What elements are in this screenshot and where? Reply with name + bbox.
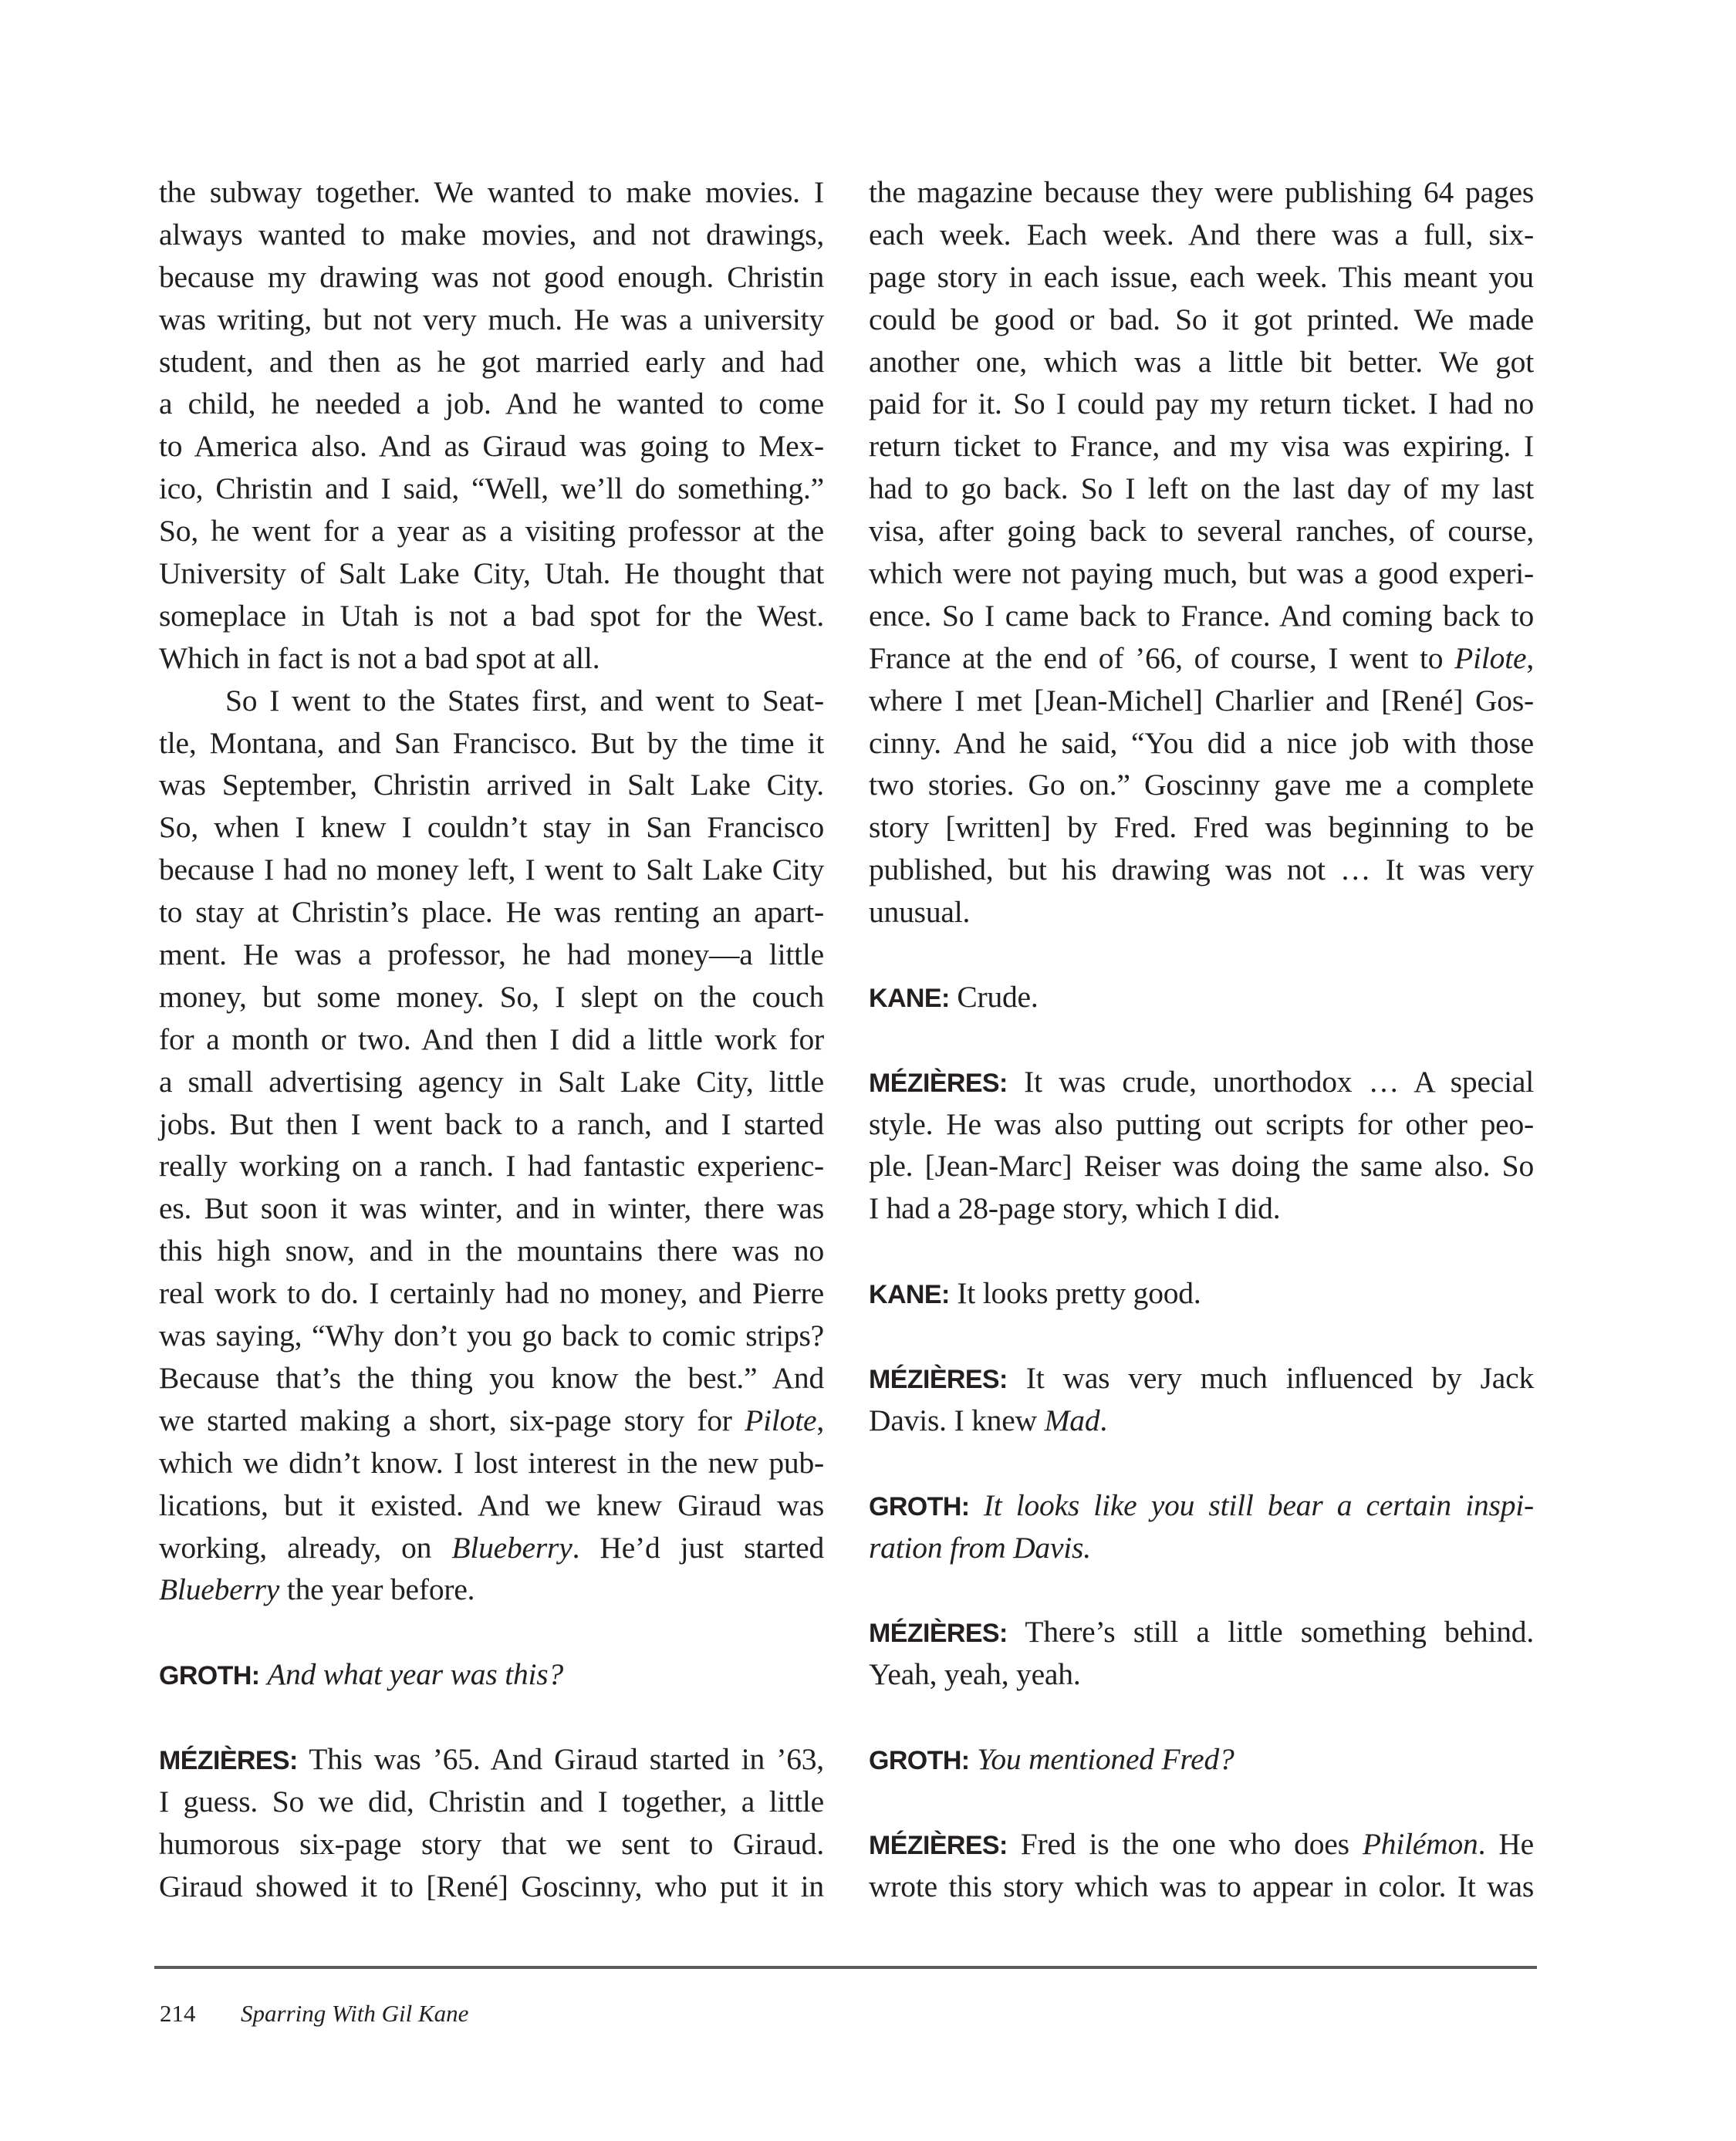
text-line: a child, he needed a job. And he wanted to come [159, 387, 824, 421]
text-line [869, 1400, 1534, 1442]
text-line: return ticket to France, and my visa was expiring. I [869, 429, 1534, 464]
text-line: always wanted to make movies, and not drawings, [159, 217, 824, 252]
dialogue-text: Crude. [957, 979, 1039, 1014]
text-run: . He [1478, 1826, 1534, 1861]
text-line: unusual. [869, 895, 971, 930]
text-line: wrote this story which was to appear in color. It was [869, 1869, 1534, 1903]
mezieres-line [869, 1823, 1534, 1866]
magazine-title: Pilote [745, 1403, 817, 1437]
speaker-label: GROTH: [159, 1661, 260, 1691]
text-line: I had a 28-page story, which I did. [869, 1191, 1281, 1226]
text-line: each week. Each week. And there was a full, six- [869, 217, 1534, 252]
text-line: another one, which was a little bit better. We got [869, 344, 1534, 379]
text-run: the year before. [279, 1572, 475, 1607]
text-line: because my drawing was not good enough. Christin [159, 259, 824, 294]
kane-line [869, 976, 1534, 1018]
text-line: to America also. And as Giraud was going to Mex- [159, 429, 824, 464]
text-line: Which in fact is not a bad spot at all. [159, 640, 600, 675]
text-line: Giraud showed it to [René] Goscinny, who put it in [159, 1869, 824, 1903]
text-line: really working on a ranch. I had fantastic experienc- [159, 1149, 824, 1184]
speaker-label: MÉZIÈRES: [159, 1745, 298, 1775]
magazine-title: Mad [1044, 1403, 1100, 1437]
groth-line [869, 1484, 1534, 1527]
text-line: So, he went for a year as a visiting professor at the [159, 514, 824, 549]
speaker-label: KANE: [869, 983, 950, 1013]
mezieres-line [869, 1611, 1534, 1653]
text-line: es. But soon it was winter, and in winter, there was [159, 1191, 824, 1226]
text-line: this high snow, and in the mountains there was no [159, 1234, 824, 1268]
answer-text: This was ’65. And Giraud started in ’63, [309, 1741, 824, 1776]
text-line: University of Salt Lake City, Utah. He thought that [159, 556, 824, 591]
paragraph-gap [869, 1315, 1534, 1357]
speaker-label: MÉZIÈRES: [869, 1364, 1008, 1394]
text-line: jobs. But then I went back to a ranch, and I started [159, 1106, 824, 1141]
text-line: ence. So I came back to France. And coming back to [869, 598, 1534, 633]
text-line: ration from Davis. [869, 1530, 1091, 1565]
text-line: where I met [Jean-Michel] Charlier and [René] Gos- [869, 683, 1534, 718]
text-run: working, already, on [159, 1530, 452, 1565]
text-line: So I went to the States first, and went to Seat- [225, 683, 824, 718]
text-line [159, 1527, 824, 1569]
page-number: 214 [160, 2000, 196, 2027]
comic-title: Philémon [1362, 1826, 1478, 1861]
text-line: to stay at Christin’s place. He was renting an apart- [159, 895, 824, 930]
text-line: ment. He was a professor, he had money—a little [159, 937, 824, 972]
dialogue-text: Fred is the one who does [1020, 1826, 1363, 1861]
page-footer [160, 1998, 469, 2029]
question-text: It looks like you still bear a certain inspi- [983, 1488, 1534, 1522]
text-run: , [1526, 640, 1534, 675]
text-line: story [written] by Fred. Fred was beginning to be [869, 810, 1534, 845]
text-line: money, but some money. So, I slept on the couch [159, 979, 824, 1014]
text-line [869, 637, 1534, 680]
text-line: Because that’s the thing you know the best.” And [159, 1360, 824, 1395]
magazine-title: Pilote [1454, 640, 1527, 675]
paragraph-gap [869, 1781, 1534, 1823]
text-line: a small advertising agency in Salt Lake City, little [159, 1064, 824, 1099]
text-line: page story in each issue, each week. This meant you [869, 259, 1534, 294]
text-line: style. He was also putting out scripts for other peo- [869, 1106, 1534, 1141]
paragraph-gap [869, 1230, 1534, 1272]
text-line: cinny. And he said, “You did a nice job with those [869, 725, 1534, 760]
question-text: And what year was this? [267, 1657, 564, 1692]
text-line: paid for it. So I could pay my return ticket. I had no [869, 387, 1534, 421]
running-title: Sparring With Gil Kane [241, 2000, 469, 2027]
text-line: could be good or bad. So it got printed. We made [869, 302, 1534, 336]
series-title: Blueberry [451, 1530, 572, 1565]
footer-rule [154, 1966, 1537, 1969]
speaker-label: MÉZIÈRES: [869, 1068, 1008, 1098]
dialogue-text: It was crude, unorthodox … A special [1024, 1064, 1534, 1099]
speaker-label: MÉZIÈRES: [869, 1830, 1008, 1860]
text-line: was saying, “Why don’t you go back to comic strips? [159, 1319, 824, 1353]
paragraph-gap [869, 934, 1534, 976]
text-line: someplace in Utah is not a bad spot for the West. [159, 598, 824, 633]
text-run: . He’d just started [572, 1530, 824, 1565]
text-run: . [1099, 1403, 1108, 1437]
right-column [869, 171, 1534, 1908]
text-line: two stories. Go on.” Goscinny gave me a complete [869, 768, 1534, 802]
text-line: had to go back. So I left on the last day of my last [869, 471, 1534, 506]
text-line: visa, after going back to several ranches, of course, [869, 514, 1534, 549]
question-text: You mentioned Fred? [977, 1741, 1234, 1776]
text-line: was September, Christin arrived in Salt Lake City. [159, 768, 824, 802]
text-line: tle, Montana, and San Francisco. But by the time it [159, 725, 824, 760]
paragraph-gap [869, 1442, 1534, 1484]
mezieres-line [869, 1357, 1534, 1400]
text-line: was writing, but not very much. He was a university [159, 302, 824, 336]
text-run: France at the end of ’66, of course, I went to [869, 640, 1455, 675]
text-line: for a month or two. And then I did a little work for [159, 1022, 824, 1056]
groth-line [869, 1738, 1534, 1781]
mezieres-line [869, 1061, 1534, 1103]
text-line: real work to do. I certainly had no money, and Pierre [159, 1276, 824, 1311]
text-line [159, 1569, 824, 1611]
text-line: I guess. So we did, Christin and I together, a little [159, 1784, 824, 1818]
left-column [159, 171, 824, 1908]
text-run: we started making a short, six-page story for [159, 1403, 745, 1437]
text-line: Yeah, yeah, yeah. [869, 1657, 1081, 1692]
dialogue-text: There’s still a little something behind. [1025, 1615, 1534, 1650]
text-line: which were not paying much, but was a good experi- [869, 556, 1534, 591]
text-line: humorous six-page story that we sent to Giraud. [159, 1826, 824, 1861]
paragraph-gap [159, 1696, 824, 1738]
text-line [159, 1400, 824, 1442]
text-line: which we didn’t know. I lost interest in the new pub- [159, 1445, 824, 1480]
speaker-label: GROTH: [869, 1745, 970, 1775]
paragraph-gap [869, 1696, 1534, 1738]
text-line: student, and then as he got married early and had [159, 344, 824, 379]
series-title: Blueberry [159, 1572, 280, 1607]
dialogue-text: It was very much influenced by Jack [1025, 1360, 1534, 1395]
text-line: the magazine because they were publishing 64 pages [869, 175, 1534, 209]
speaker-label: KANE: [869, 1280, 950, 1310]
text-line: the subway together. We wanted to make movies. I [159, 175, 824, 209]
groth-question [159, 1653, 824, 1696]
text-run: Davis. I knew [869, 1403, 1045, 1437]
text-line: published, but his drawing was not … It was very [869, 853, 1534, 887]
speaker-label: GROTH: [869, 1491, 970, 1521]
dialogue-text: It looks pretty good. [957, 1276, 1201, 1311]
paragraph-gap [869, 1569, 1534, 1611]
kane-line [869, 1272, 1534, 1315]
paragraph-gap [869, 1018, 1534, 1061]
paragraph-gap [159, 1611, 824, 1653]
text-line: ico, Christin and I said, “Well, we’ll do something.” [159, 471, 824, 506]
text-line: lications, but it existed. And we knew Giraud was [159, 1488, 824, 1522]
text-line: ple. [Jean-Marc] Reiser was doing the same also. So [869, 1149, 1534, 1184]
speaker-label: MÉZIÈRES: [869, 1619, 1008, 1649]
text-line: because I had no money left, I went to Salt Lake City [159, 853, 824, 887]
text-line: So, when I knew I couldn’t stay in San Francisco [159, 810, 824, 845]
mezieres-answer-line [159, 1738, 824, 1781]
text-run: , [816, 1403, 824, 1437]
